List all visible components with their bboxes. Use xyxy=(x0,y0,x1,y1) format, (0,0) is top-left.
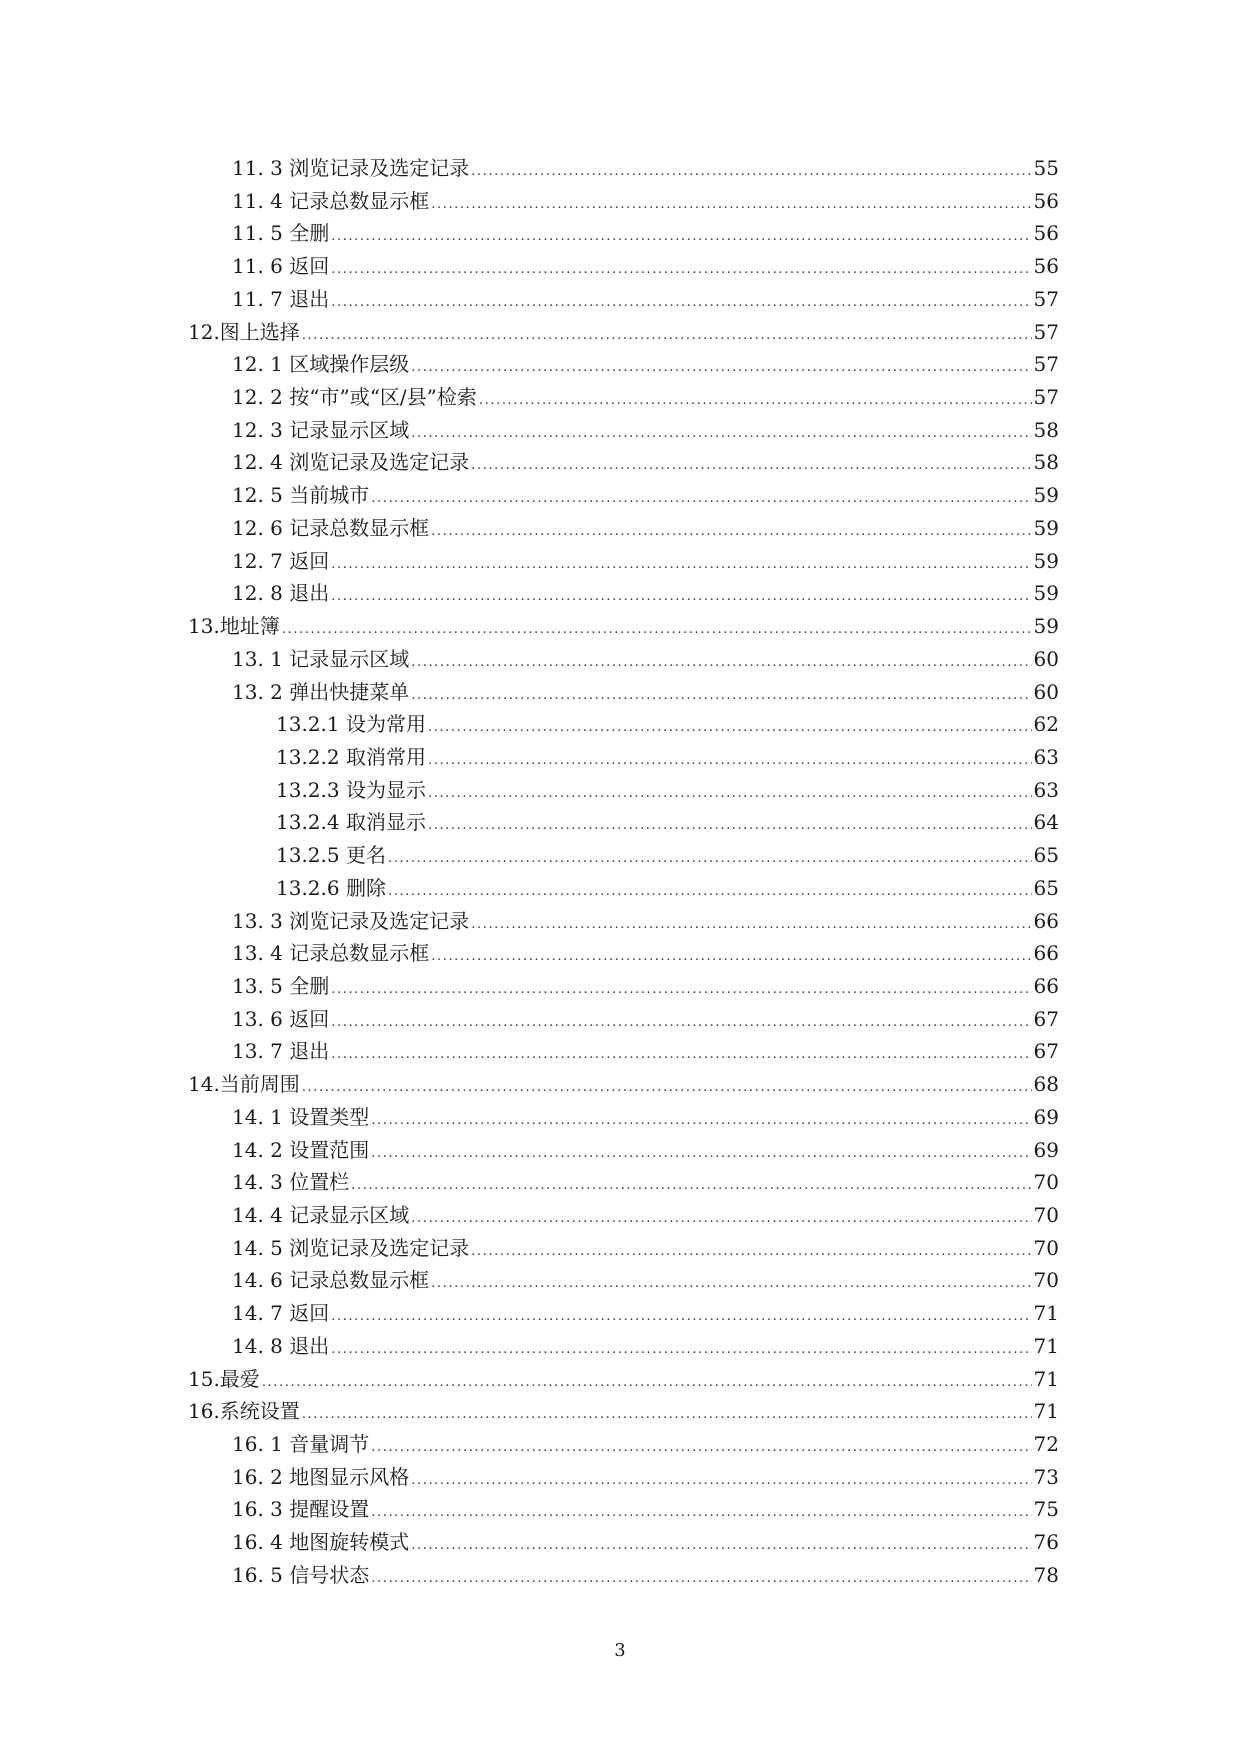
toc-entry-title: 11. 7 退出 xyxy=(232,286,330,311)
toc-entry[interactable] xyxy=(188,512,1059,545)
toc-entry-page: 59 xyxy=(1033,548,1059,573)
toc-entry[interactable] xyxy=(188,905,1059,938)
toc-entry-title: 13. 1 记录显示区域 xyxy=(232,646,410,671)
toc-entry-page: 59 xyxy=(1033,483,1059,508)
toc-entry-page: 63 xyxy=(1033,777,1059,802)
toc-entry-title: 12. 1 区域操作层级 xyxy=(232,352,410,377)
toc-leader-dots xyxy=(411,418,1031,451)
toc-entry[interactable] xyxy=(188,610,1059,643)
toc-leader-dots xyxy=(411,1203,1031,1236)
toc-entry-page: 56 xyxy=(1033,221,1059,246)
toc-entry-page: 66 xyxy=(1033,908,1059,933)
toc-leader-dots xyxy=(471,156,1031,189)
toc-entry-page: 56 xyxy=(1033,188,1059,213)
toc-entry[interactable] xyxy=(188,1559,1059,1592)
toc-entry[interactable] xyxy=(188,414,1059,447)
toc-leader-dots xyxy=(351,1170,1031,1203)
toc-entry-title: 14. 5 浏览记录及选定记录 xyxy=(232,1235,470,1260)
toc-entry-page: 71 xyxy=(1033,1399,1059,1424)
toc-leader-dots xyxy=(428,810,1032,843)
toc-leader-dots xyxy=(411,647,1031,680)
toc-entry[interactable] xyxy=(188,1428,1059,1461)
toc-entry-page: 75 xyxy=(1033,1497,1059,1522)
toc-entry[interactable] xyxy=(188,1166,1059,1199)
toc-entry-title: 13. 5 全删 xyxy=(232,973,330,998)
toc-entry-page: 59 xyxy=(1033,581,1059,606)
toc-entry-page: 70 xyxy=(1033,1235,1059,1260)
toc-entry[interactable] xyxy=(188,1264,1059,1297)
toc-entry-title: 14. 1 设置类型 xyxy=(232,1104,370,1129)
toc-entry[interactable] xyxy=(188,741,1059,774)
toc-entry-title: 16. 4 地图旋转模式 xyxy=(232,1530,410,1555)
toc-entry-page: 60 xyxy=(1033,679,1059,704)
toc-entry-title: 12. 2 按“市”或“区/县”检索 xyxy=(232,385,477,410)
toc-entry-title: 14. 6 记录总数显示框 xyxy=(232,1268,430,1293)
toc-entry[interactable] xyxy=(188,839,1059,872)
toc-entry[interactable] xyxy=(188,708,1059,741)
toc-entry-page: 66 xyxy=(1033,973,1059,998)
toc-entry-title: 15.最爱 xyxy=(188,1366,260,1391)
toc-entry-title: 13. 7 退出 xyxy=(232,1039,330,1064)
toc-entry-title: 13.2.2 取消常用 xyxy=(276,744,426,769)
toc-entry-title: 16. 1 音量调节 xyxy=(232,1432,370,1457)
toc-entry-page: 64 xyxy=(1033,810,1059,835)
toc-entry-title: 12.图上选择 xyxy=(188,319,300,344)
toc-entry-title: 13.2.6 删除 xyxy=(276,875,386,900)
toc-entry[interactable] xyxy=(188,348,1059,381)
toc-entry-page: 60 xyxy=(1033,646,1059,671)
toc-entry[interactable] xyxy=(188,1493,1059,1526)
toc-entry[interactable] xyxy=(188,643,1059,676)
toc-leader-dots xyxy=(331,1301,1031,1334)
toc-entry-title: 12. 4 浏览记录及选定记录 xyxy=(232,450,470,475)
toc-entry-page: 71 xyxy=(1033,1301,1059,1326)
toc-entry-title: 16. 2 地图显示风格 xyxy=(232,1464,410,1489)
toc-entry-title: 14. 2 设置范围 xyxy=(232,1137,370,1162)
toc-entry-page: 72 xyxy=(1033,1432,1059,1457)
toc-entry-page: 69 xyxy=(1033,1104,1059,1129)
toc-leader-dots xyxy=(411,1465,1031,1498)
toc-entry-page: 56 xyxy=(1033,254,1059,279)
toc-entry-title: 14. 8 退出 xyxy=(232,1333,330,1358)
toc-leader-dots xyxy=(471,909,1031,942)
toc-leader-dots xyxy=(331,287,1031,320)
toc-entry[interactable] xyxy=(188,1297,1059,1330)
toc-entry-page: 57 xyxy=(1033,319,1059,344)
toc-entry[interactable] xyxy=(188,1035,1059,1068)
toc-leader-dots xyxy=(331,974,1031,1007)
toc-leader-dots xyxy=(371,1105,1031,1138)
toc-entry-title: 14. 3 位置栏 xyxy=(232,1170,350,1195)
toc-leader-dots xyxy=(331,549,1031,582)
toc-leader-dots xyxy=(302,320,1032,353)
toc-leader-dots xyxy=(371,483,1031,516)
toc-entry[interactable] xyxy=(188,152,1059,185)
toc-entry-page: 67 xyxy=(1033,1039,1059,1064)
toc-entry-title: 11. 6 返回 xyxy=(232,254,330,279)
toc-leader-dots xyxy=(431,516,1031,549)
toc-leader-dots xyxy=(331,581,1031,614)
toc-leader-dots xyxy=(431,1268,1031,1301)
toc-leader-dots xyxy=(471,1236,1031,1269)
toc-entry-title: 16. 5 信号状态 xyxy=(232,1562,370,1587)
toc-entry[interactable] xyxy=(188,1232,1059,1265)
toc-entry-page: 71 xyxy=(1033,1366,1059,1391)
toc-entry-page: 69 xyxy=(1033,1137,1059,1162)
toc-entry-title: 13.2.5 更名 xyxy=(276,843,386,868)
toc-leader-dots xyxy=(411,352,1031,385)
toc-leader-dots xyxy=(331,1007,1031,1040)
toc-entry-title: 12. 7 返回 xyxy=(232,548,330,573)
toc-entry-page: 58 xyxy=(1033,450,1059,475)
toc-leader-dots xyxy=(371,1563,1031,1596)
toc-entry[interactable] xyxy=(188,937,1059,970)
toc-leader-dots xyxy=(479,385,1032,418)
toc-entry-title: 12. 3 记录显示区域 xyxy=(232,417,410,442)
page-number: 3 xyxy=(614,1640,626,1661)
toc-entry[interactable] xyxy=(188,250,1059,283)
toc-leader-dots xyxy=(331,254,1031,287)
toc-entry[interactable] xyxy=(188,577,1059,610)
toc-entry-page: 63 xyxy=(1033,744,1059,769)
toc-leader-dots xyxy=(388,876,1032,909)
toc-entry[interactable] xyxy=(188,1526,1059,1559)
toc-entry[interactable] xyxy=(188,806,1059,839)
toc-leader-dots xyxy=(388,843,1032,876)
toc-leader-dots xyxy=(262,1367,1032,1400)
toc-entry-title: 13. 4 记录总数显示框 xyxy=(232,941,430,966)
toc-entry-page: 70 xyxy=(1033,1170,1059,1195)
toc-entry-page: 59 xyxy=(1033,614,1059,639)
toc-entry-title: 12. 6 记录总数显示框 xyxy=(232,515,430,540)
toc-entry[interactable] xyxy=(188,1461,1059,1494)
toc-entry-title: 16.系统设置 xyxy=(188,1399,300,1424)
toc-leader-dots xyxy=(431,941,1031,974)
toc-entry[interactable] xyxy=(188,1101,1059,1134)
toc-entry-title: 12. 5 当前城市 xyxy=(232,483,370,508)
toc-entry[interactable] xyxy=(188,217,1059,250)
toc-entry-page: 62 xyxy=(1033,712,1059,737)
toc-entry-title: 13.2.1 设为常用 xyxy=(276,712,426,737)
toc-entry-page: 70 xyxy=(1033,1203,1059,1227)
toc-entry[interactable] xyxy=(188,1363,1059,1396)
toc-entry[interactable] xyxy=(188,1330,1059,1363)
toc-leader-dots xyxy=(428,712,1032,745)
toc-leader-dots xyxy=(331,1039,1031,1072)
toc-entry[interactable] xyxy=(188,545,1059,578)
toc-entry-page: 57 xyxy=(1033,352,1059,377)
toc-entry-title: 13. 6 返回 xyxy=(232,1006,330,1031)
toc-entry[interactable] xyxy=(188,479,1059,512)
toc-entry-title: 16. 3 提醒设置 xyxy=(232,1497,370,1522)
toc-leader-dots xyxy=(411,680,1031,713)
toc-entry-page: 57 xyxy=(1033,286,1059,311)
table-of-contents xyxy=(188,152,1059,1592)
toc-entry-title: 13. 2 弹出快捷菜单 xyxy=(232,679,410,704)
toc-entry-page: 67 xyxy=(1033,1006,1059,1031)
toc-leader-dots xyxy=(428,778,1032,811)
toc-entry-page: 65 xyxy=(1033,875,1059,900)
toc-entry[interactable] xyxy=(188,1134,1059,1167)
toc-entry[interactable] xyxy=(188,316,1059,349)
toc-entry-title: 14. 4 记录显示区域 xyxy=(232,1203,410,1227)
toc-entry[interactable] xyxy=(188,676,1059,709)
toc-entry[interactable] xyxy=(188,283,1059,316)
toc-entry-page: 57 xyxy=(1033,385,1059,410)
toc-entry-title: 13. 3 浏览记录及选定记录 xyxy=(232,908,470,933)
toc-entry-page: 68 xyxy=(1033,1072,1059,1097)
toc-entry[interactable] xyxy=(188,1068,1059,1101)
toc-leader-dots xyxy=(371,1497,1031,1530)
toc-entry[interactable] xyxy=(188,185,1059,218)
toc-leader-dots xyxy=(471,450,1031,483)
toc-entry-page: 58 xyxy=(1033,417,1059,442)
toc-entry[interactable] xyxy=(188,1395,1059,1428)
toc-entry-title: 14.当前周围 xyxy=(188,1072,300,1097)
toc-entry-title: 13.2.3 设为显示 xyxy=(276,777,426,802)
toc-entry-title: 11. 4 记录总数显示框 xyxy=(232,188,430,213)
toc-leader-dots xyxy=(331,1334,1031,1367)
toc-leader-dots xyxy=(302,1399,1032,1432)
toc-leader-dots xyxy=(431,189,1031,222)
toc-entry-title: 14. 7 返回 xyxy=(232,1301,330,1326)
toc-entry-page: 59 xyxy=(1033,515,1059,540)
toc-entry[interactable] xyxy=(188,970,1059,1003)
toc-entry[interactable] xyxy=(188,872,1059,905)
toc-entry-page: 65 xyxy=(1033,843,1059,868)
toc-leader-dots xyxy=(371,1138,1031,1171)
toc-entry-title: 11. 3 浏览记录及选定记录 xyxy=(232,156,470,180)
toc-entry-page: 55 xyxy=(1033,156,1059,180)
toc-entry-page: 76 xyxy=(1033,1530,1059,1555)
toc-entry-page: 70 xyxy=(1033,1268,1059,1293)
toc-entry[interactable] xyxy=(188,1003,1059,1036)
toc-entry-title: 11. 5 全删 xyxy=(232,221,330,246)
toc-leader-dots xyxy=(411,1530,1031,1563)
toc-entry-page: 73 xyxy=(1033,1464,1059,1489)
toc-entry-page: 66 xyxy=(1033,941,1059,966)
toc-leader-dots xyxy=(428,745,1032,778)
toc-leader-dots xyxy=(331,221,1031,254)
toc-leader-dots xyxy=(371,1432,1031,1465)
toc-leader-dots xyxy=(302,1072,1032,1105)
toc-entry-title: 13.地址簿 xyxy=(188,614,280,639)
toc-entry-title: 12. 8 退出 xyxy=(232,581,330,606)
toc-entry[interactable] xyxy=(188,1199,1059,1232)
toc-entry[interactable] xyxy=(188,381,1059,414)
toc-entry-page: 78 xyxy=(1033,1562,1059,1587)
toc-entry-page: 71 xyxy=(1033,1333,1059,1358)
toc-entry-title: 13.2.4 取消显示 xyxy=(276,810,426,835)
toc-entry[interactable] xyxy=(188,774,1059,807)
toc-entry[interactable] xyxy=(188,446,1059,479)
